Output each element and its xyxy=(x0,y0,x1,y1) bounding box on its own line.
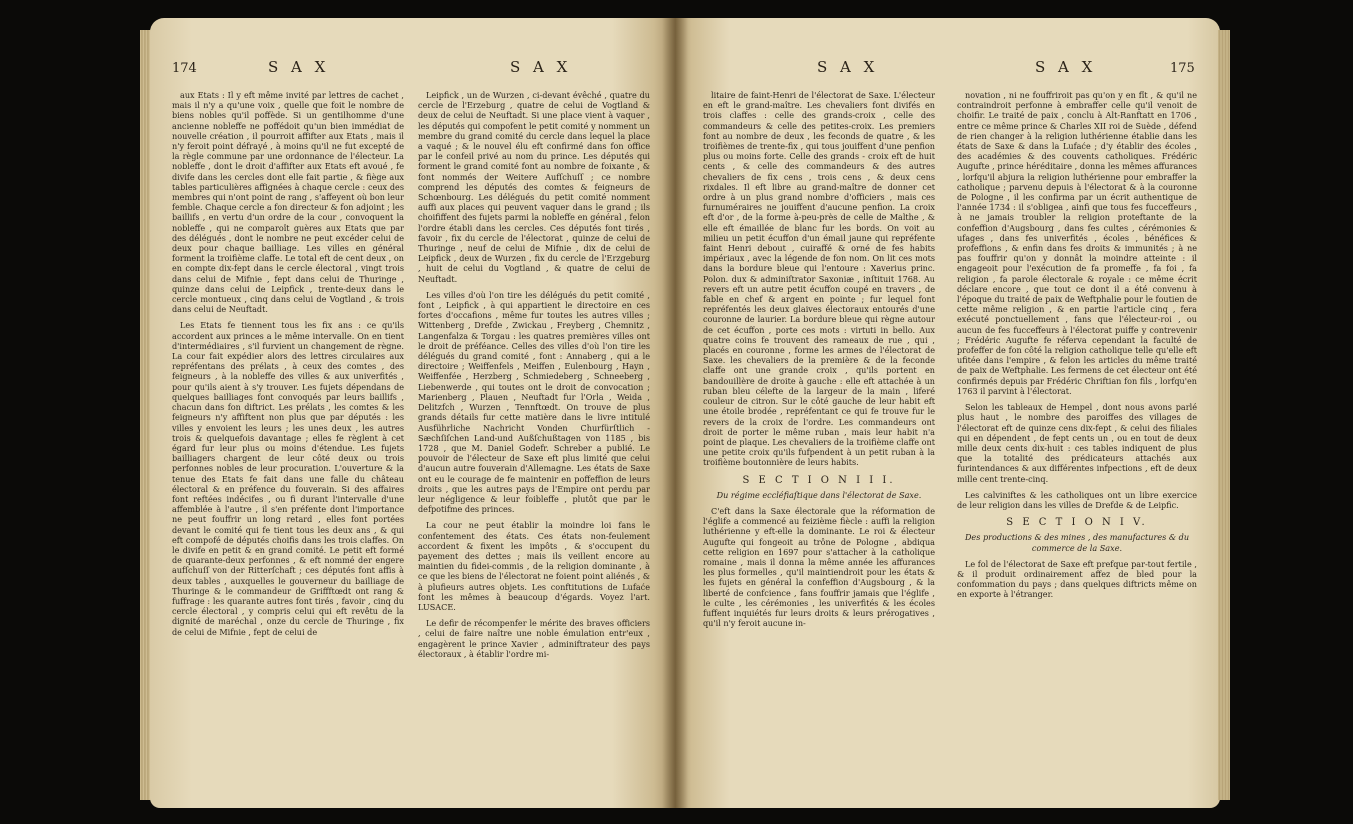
left-running-head-2: S A X xyxy=(510,58,572,76)
left-page-number: 174 xyxy=(172,61,197,76)
paragraph: La cour ne peut établir la moindre loi fans le confentement des états. Ces états non-feulement accordent & fixent les impôts , & s'occupent du payement des dettes ; mais ils veillent encore au maintien du fidei-commis , de la religion dominante , à ce que les biens de l'électorat ne foient point aliénés , & à plufieurs autres objets. Les conftitutions de Lufaće font les mêmes à beaucoup d'égards. Voyez l'art. LUSACE. xyxy=(418,520,650,612)
paragraph: litaire de faint-Henri de l'électorat de Saxe. L'électeur en eft le grand-maître. Les chevaliers font divifés en trois claffes : celle des grands-croix , celle des commandeurs & celle des petites-croix. Les premiers font au nombre de deux , les feconds de quatre , & les troifièmes de trente-fix , qui tous jouiffent d'une penfion plus ou moins forte. Celle des grands - croix eft de huit cents , & celle des commandeurs & des autres chevaliers de fix cens , trois cens , & deux cens rixdales. Il eft libre au grand-maître de donner cet ordre à un plus grand nombre d'officiers , mais ces furnuméraires ne jouiffent d'aucune penfion. La croix eft d'or , de la forme à-peu-près de celle de Malthe , & elle eft émaillée de blanc fur les bords. On voit au milieu un petit écuffon d'un émail jaune qui repréfente faint Henri debout , cuiraffé & orné de fes habits impériaux , avec la légende de fon nom. On lit ces mots dans la bordure bleue qui l'entoure : Xaverius princ. Polon. dux & adminiſtrator Saxoniæ , inſtituit 1768. Au revers eft un autre petit écuffon coupé en travers , de fable en chef & argent en pointe ; fur lequel font repréfentés les deux glaives électoraux entourés d'une couronne de laurier. La bordure bleue qui règne autour de cet écuffon , porte ces mots : virtuti in bello. Aux quatre coins fe trouvent des rameaux de rue , qui , placés en couronne , forme les armes de l'électorat de Saxe. les chevaliers de la première & de la feconde claffe ont une grande croix , qu'ils portent en bandouillère de droite à gauche : elle eft attachée à un ruban bleu célefte de la largeur de la main , liferé couleur de citron. Sur le côté gauche de leur habit eft une étoile brodée , repréfentant ce qui fe trouve fur le revers de la croix de l'ordre. Les commandeurs ont droit de porter le même ruban , mais leur habit n'a point de plaque. Les chevaliers de la troifième claffe ont une petite croix qu'ils fufpendent à un petit ruban à la troifième boutonnière de leurs habits. xyxy=(703,90,935,468)
right-page-number: 175 xyxy=(1170,61,1195,76)
right-page-column-1 xyxy=(703,90,935,634)
left-page-column-1 xyxy=(172,90,404,643)
right-running-head-1: S A X xyxy=(817,58,879,76)
left-page-number-row xyxy=(172,58,197,76)
paragraph: Les Etats fe tiennent tous les fix ans : ce qu'ils accordent aux princes a le même intervalle. On en tient d'intermédiaires , s'il furvient un changement de règne. La cour fait expédier alors des lettres circulaires aux repréfentans des prélats , à ceux des comtes , des feigneurs , à la nobleffe des villes & aux univerfités , pour qu'ils aient à s'y trouver. Les fujets dépendans de quelques bailliages font convoqués par leurs baillifs , chacun dans fon diftrict. Les prélats , les comtes & les feigneurs n'y affiftent non plus que par députés : les villes y envoient les leurs ; les unes deux , les autres trois & quelquefois davantage ; elles fe règlent à cet égard fur leur plus ou moins d'étendue. Les fujets bailliagers chargent de leur côté deux ou trois perfonnes nobles de leur procuration. L'ouverture & la tenue des Etats fe fait dans une falle du château électoral & en préfence du fouverain. Si des affaires font reftées indécifes , ou fi durant l'intervalle d'une affemblée à l'autre , il s'en préfente dont l'importance ne peut fouffrir un long retard , elles font portées devant le comité qui fe tient tous les deux ans , & qui eft compofé de députés choifis dans les trois claffes. On le divife en petit & en grand comité. Le petit eft formé de quarante-deux perfonnes , & eft nommé der engere aufſchuſſ von der Ritterſchaft ; ces députés font affis à deux tables , auxquelles le gouverneur du bailliage de Thuringe & le commandeur de Griffftœdt ont rang & fuffrage : les quarante autres font tirés , favoir , cinq du cercle électoral , y compris celui qui eft revêtu de la dignité de maréchal , onze du cercle de Thuringe , fix de celui de Mifnie , fept de celui de xyxy=(172,320,404,637)
section-heading: S E C T I O N I I I. xyxy=(742,474,896,486)
section-heading: S E C T I O N I V. xyxy=(1006,517,1148,529)
section-subtitle: Du régime eccléfiaſtique dans l'électorat de Saxe. xyxy=(716,489,922,500)
paragraph: C'eft dans la Saxe électorale que la réformation de l'églife a commencé au feizième fiècle : auffi la religion luthérienne y eft-elle la dominante. Le roi & électeur Augufte qui fongeoit au trône de Pologne , abdiqua cette religion en 1697 pour s'attacher à la catholique romaine , mais il donna la même année les affurances les plus formelles , qu'il maintiendroit pour les états & les fujets en général la confeffion d'Augsbourg , & la liberté de confcience , fans fouffrir jamais que l'églife , le culte , les cérémonies , les univerfités & les écoles fuffent inquiétés fur leurs droits & leurs prérogatives , qu'il n'y feroit aucune in- xyxy=(703,505,935,629)
paragraph: novation , ni ne fouffriroit pas qu'on y en fît , & qu'il ne contraindroit perfonne à embraffer celle qu'il venoit de choifir. Le traité de paix , conclu à Alt-Ranftatt en 1706 , entre ce même prince & Charles XII roi de Suède , défend de rien changer à la religion luthérienne établie dans les états de Saxe & dans la Lufaće ; d'y établir des écoles , des académies & des couvents catholiques. Frédéric Augufte , prince héréditaire , donna les mêmes affurances , lorfqu'il abjura la religion luthérienne pour embraffer la catholique ; parvenu depuis à l'électorat & à la couronne de Pologne , il les confirma par un écrit authentique de l'année 1734 : il s'obligea , ainfi que tous fes fucceffeurs , à ne jamais troubler la religion proteftante de la confeffion d'Augsbourg , dans fes cultes , cérémonies & ufages , dans fes univerfités , écoles , bénéfices & profeffions , & enfin dans fes droits & immunités ; à ne pas fouffrir qu'on y donnât la moindre atteinte : il engageoit pour l'exécution de fa promeffe , fa foi , fa religion , fa parole électorale & royale : ce même écrit déclare encore , que tout ce dont il a été convenu à l'époque du traité de paix de Weftphalie pour le foutien de cette même religion , & en partie l'article cinq , fera exécuté ponctuellement , fans que l'électeur-roi , ou aucun de fes fucceffeurs à l'électorat puiffe y contrevenir ; Frédéric Augufte fe réferva cependant la faculté de profeffer de fon côté la religion catholique telle qu'elle eft ufitée dans l'empire , & felon les articles du même traité de paix de Weftphalie. Les fermens de cet électeur ont été confirmés depuis par Frédéric Chriftian fon fils , lorfqu'en 1763 il parvint à l'électorat. xyxy=(957,90,1197,396)
left-page-column-2 xyxy=(418,90,650,665)
paragraph: Selon les tableaux de Hempel , dont nous avons parlé plus haut , le nombre des paroiffes des villages de l'électorat eft de quinze cens dix-fept , & celui des filiales qui en dépendent , de fept cents un , ou en tout de deux mille deux cents dix-huit : ces tables indiquent de plus que la totalité des prédicateurs attachés aux furintendances & aux différentes infpections , eft de deux mille cent trente-cinq. xyxy=(957,402,1197,484)
left-running-head-1: S A X xyxy=(268,58,330,76)
left-page xyxy=(150,18,675,808)
book-gutter xyxy=(662,18,688,808)
page-edge-right xyxy=(1218,30,1230,800)
paragraph: aux Etats : Il y eft même invité par lettres de cachet , mais il n'y a qu'une voix , quelle que foit le nombre de biens nobles qu'il poffède. Si un gentilhomme d'une ancienne nobleffe ne poffédoit qu'un bien immédiat de nouvelle création , il pourroit affifter aux Etats , mais il n'y feroit point défrayé , à moins qu'il ne fut excepté de la règle commune par une ordonnance de l'électeur. La nobleffe , dont le droit d'affifter aux Etats eft avoué , fe divife dans les cercles dont elle fait partie , & fiège aux tables particulières affignées à chaque cercle : ceux des membres qui n'ont point de rang , s'affeyent où bon leur femble. Chaque cercle a fon directeur & fon adjoint ; les baillifs , en vertu d'un ordre de la cour , convoquent la nobleffe , qui ne comparoît guères aux Etats que par des délégués , dont le nombre ne peut excéder celui de deux pour chaque bailliage. Les villes en général forment la troifième claffe. Le total eft de cent deux , on en compte dix-fept dans le cercle électoral , vingt trois dans celui de Mifnie , fept dans celui de Thuringe , quinze dans celui de Leipfick , trente-deux dans le cercle montueux , cinq dans celui de Vogtland , & trois dans celui de Neuftadt. xyxy=(172,90,404,315)
paragraph: Leipfick , un de Wurzen , ci-devant évêché , quatre du cercle de l'Erzeburg , quatre de celui de Vogtland & deux de celui de Neuftadt. Si une place vient à vaquer , les députés qui compofent le petit comité y nomment un membre du grand comité du cercle dans lequel la place a vaqué ; & le nouvel élu eft confirmé dans fon office par le confeil privé au nom du prince. Les députés qui forment le grand comité font au nombre de foixante , & font nommés der Weitere Aufſchuſſ ; ce nombre comprend les députés des comtes & feigneurs de Schœnbourg. Les délégués du petit comité nomment auffi aux places qui peuvent vaquer dans le grand ; ils choififfent des fujets parmi la nobleffe en général , felon l'ordre établi dans les cercles. Ces députés font tirés , favoir , fix du cercle de l'électorat , quinze de celui de Thuringe , neuf de celui de Mifnie , dix de celui de Leipfick , deux de Wurzen , fix du cercle de l'Erzgeburg , huit de celui du Vogtland , & quatre de celui de Neuftadt. xyxy=(418,90,650,284)
right-page-number-row xyxy=(1170,58,1195,76)
paragraph: Les calviniftes & les catholiques ont un libre exercice de leur religion dans les villes de Drefde & de Leipfic. xyxy=(957,489,1197,510)
right-page-column-2 xyxy=(957,90,1197,606)
section-subtitle: Des productions & des mines , des manufactures & du commerce de la Saxe. xyxy=(964,532,1190,553)
right-running-head-2: S A X xyxy=(1035,58,1097,76)
paragraph: Les villes d'où l'on tire les délégués du petit comité , font , Leipfick , à qui appartient le directoire en ces fortes d'occafions , même fur toutes les autres villes ; Wittenberg , Drefde , Zwickau , Freyberg , Chemnitz , Langenfalza & Torgau : les quatres premières villes ont le droit de préféance. Celles des villes d'où l'on tire les délégués du grand comité , font : Annaberg , qui a le directoire ; Weiffenfels , Meiffen , Eulenbourg , Hayn , Weiffenfée , Herzberg , Schmiedeberg , Schneeberg , Liebenwerde , qui toutes ont le droit de convocation ; Marienberg , Plauen , Neuftadt fur l'Orla , Weida , Delitzfch , Wurzen , Tennftœdt. On trouve de plus grands détails fur cette matière dans le livre intitulé Ausführliche Nachricht Vonden Churfürſtlich - Sæchſiſchen Land-und Außſchußtagen von 1185 , bis 1728 , que M. Daniel Godefr. Schreber a publié. Le pouvoir de l'électeur de Saxe eft plus limité que celui d'aucun autre fouverain d'Allemagne. Les états de Saxe ont eu le courage de fe maintenir en poffeffion de leurs droits , que les autres pays de l'Empire ont perdu par leur négligence & leur foibleffe , plutôt que par le defpotifme des princes. xyxy=(418,289,650,515)
paragraph: Le defir de récompenfer le mérite des braves officiers , celui de faire naître une noble émulation entr'eux , engagèrent le prince Xavier , adminiftrateur des pays électoraux , à établir l'ordre mi- xyxy=(418,618,650,659)
right-page xyxy=(675,18,1220,808)
paragraph: Le fol de l'électorat de Saxe eft prefque par-tout fertile , & il produit ordinairement affez de bled pour la confommation du pays ; dans quelques diftricts même on en exporte à l'étranger. xyxy=(957,558,1197,600)
